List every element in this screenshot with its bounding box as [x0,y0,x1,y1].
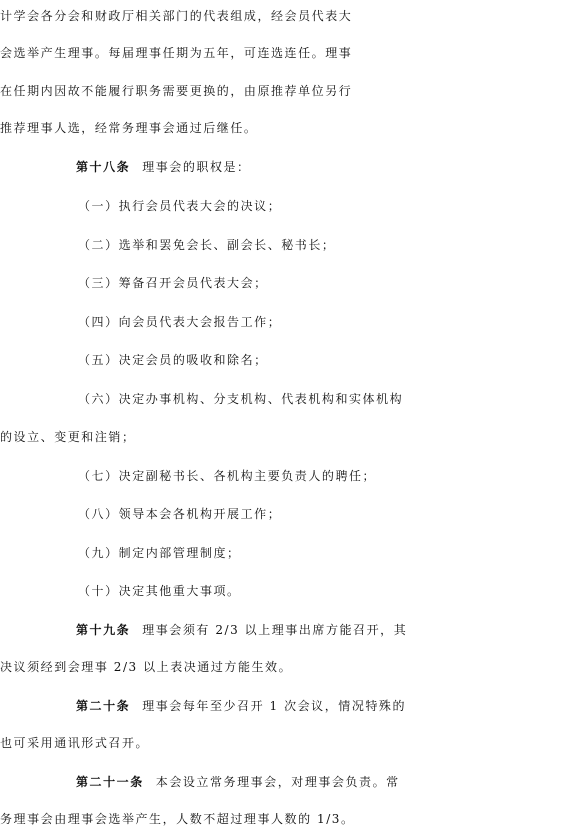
article-19-line-1 [76,618,566,642]
article-19-text: 理事会须有 2/3 以上理事出席方能召开，其 [142,623,408,637]
article-18-item: （九）制定内部管理制度； [78,546,241,560]
article-19-heading: 第十九条 [76,623,131,637]
article-20-line-1 [76,694,566,718]
article-18-item: （二）选举和罢免会长、副会长、秘书长； [78,238,336,252]
article-20-heading: 第二十条 [76,699,131,713]
article-18-item-continuation: 的设立、变更和注销； [0,430,136,444]
article-18-item: （六）决定办事机构、分支机构、代表机构和实体机构 [78,392,404,406]
article-19-line-2: 决议须经到会理事 2/3 以上表决通过方能生效。 [0,660,293,674]
body-text-line: 在任期内因故不能履行职务需要更换的，由原推荐单位另行 [0,84,353,98]
body-text-line: 计学会各分会和财政厅相关部门的代表组成，经会员代表大 [0,9,353,23]
article-18-text: 理事会的职权是： [142,160,251,174]
article-18-item: （八）领导本会各机构开展工作； [78,507,282,521]
article-18-item: （四）向会员代表大会报告工作； [78,315,282,329]
article-21-text: 本会设立常务理事会，对理事会负责。常 [155,775,400,789]
article-21-line-1 [76,770,566,794]
article-18-heading: 第十八条 [76,160,131,174]
body-text-line: 推荐理事人选，经常务理事会通过后继任。 [0,121,258,135]
article-18-item: （十）决定其他重大事项。 [78,584,241,598]
article-18-item: （七）决定副秘书长、各机构主要负责人的聘任； [78,469,377,483]
article-20-text: 理事会每年至少召开 1 次会议，情况特殊的 [142,699,407,713]
article-18-intro [76,155,566,179]
article-21-heading: 第二十一条 [76,775,144,789]
article-20-line-2: 也可采用通讯形式召开。 [0,736,150,750]
body-text-line: 会选举产生理事。每届理事任期为五年，可连选连任。理事 [0,46,353,60]
article-18-item: （一）执行会员代表大会的决议； [78,199,282,213]
article-18-item: （三）筹备召开会员代表大会； [78,276,268,290]
article-18-item: （五）决定会员的吸收和除名； [78,353,268,367]
article-21-line-2: 务理事会由理事会选举产生，人数不超过理事人数的 1/3。 [0,812,355,826]
